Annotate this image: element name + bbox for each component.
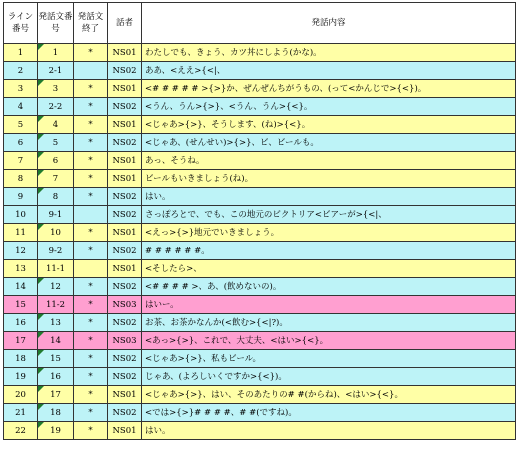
line-number-cell: 3 bbox=[4, 80, 38, 98]
utterance-end-cell: * bbox=[74, 44, 108, 62]
utterance-content-cell: <# # # # # >{>}か、ぜんぜんちがうもの、(って<かんじで>{<})。 bbox=[142, 80, 516, 98]
utterance-number-cell: 2-1 bbox=[38, 62, 74, 80]
line-number-cell: 5 bbox=[4, 116, 38, 134]
utterance-content-cell: じゃあ、(よろしいくですか>{<})。 bbox=[142, 368, 516, 386]
utterance-content-cell: お茶、お茶かなんか(<飲む>{<|?)。 bbox=[142, 314, 516, 332]
utterance-number-cell: 16 bbox=[38, 368, 74, 386]
speaker-cell: NS03 bbox=[108, 332, 142, 350]
table-row bbox=[4, 260, 516, 278]
line-number-cell: 12 bbox=[4, 242, 38, 260]
utterance-content-cell: ビールもいきましょう(ね)。 bbox=[142, 170, 516, 188]
utterance-number-cell: 14 bbox=[38, 332, 74, 350]
table-row bbox=[4, 188, 516, 206]
table-row bbox=[4, 98, 516, 116]
utterance-end-cell: * bbox=[74, 188, 108, 206]
utterance-end-cell bbox=[74, 260, 108, 278]
utterance-end-cell: * bbox=[74, 350, 108, 368]
utterance-content-cell: <あっ>{>}、これで、大丈夫、<はい>{<}。 bbox=[142, 332, 516, 350]
utterance-end-cell: * bbox=[74, 278, 108, 296]
utterance-number-cell: 15 bbox=[38, 350, 74, 368]
utterance-content-cell: はい。 bbox=[142, 188, 516, 206]
utterance-content-cell: <じゃあ、(せんせい)>{>}、ビ、ビールも。 bbox=[142, 134, 516, 152]
table-row bbox=[4, 116, 516, 134]
utterance-end-cell: * bbox=[74, 332, 108, 350]
utterance-number-cell: 10 bbox=[38, 224, 74, 242]
table-row bbox=[4, 242, 516, 260]
line-number-cell: 9 bbox=[4, 188, 38, 206]
utterance-content-cell: あっ、そうね。 bbox=[142, 152, 516, 170]
utterance-number-cell: 11-2 bbox=[38, 296, 74, 314]
utterance-number-cell: 13 bbox=[38, 314, 74, 332]
speaker-cell: NS01 bbox=[108, 260, 142, 278]
utterance-number-cell: 8 bbox=[38, 188, 74, 206]
utterance-end-cell: * bbox=[74, 98, 108, 116]
table-row bbox=[4, 332, 516, 350]
speaker-cell: NS02 bbox=[108, 278, 142, 296]
utterance-content-cell: ああ、<ええ>{<|、 bbox=[142, 62, 516, 80]
utterance-end-cell: * bbox=[74, 116, 108, 134]
line-number-cell: 8 bbox=[4, 170, 38, 188]
speaker-cell: NS01 bbox=[108, 116, 142, 134]
utterance-end-cell bbox=[74, 206, 108, 224]
line-number-cell: 1 bbox=[4, 44, 38, 62]
table-row bbox=[4, 134, 516, 152]
speaker-cell: NS02 bbox=[108, 404, 142, 422]
line-number-cell: 19 bbox=[4, 368, 38, 386]
header-line-number: ライン番号 bbox=[4, 3, 38, 44]
header-utterance-end: 発話文終了 bbox=[74, 3, 108, 44]
table-row bbox=[4, 206, 516, 224]
speaker-cell: NS02 bbox=[108, 206, 142, 224]
utterance-number-cell: 19 bbox=[38, 422, 74, 440]
table-row bbox=[4, 224, 516, 242]
speaker-cell: NS01 bbox=[108, 386, 142, 404]
utterance-end-cell: * bbox=[74, 224, 108, 242]
speaker-cell: NS02 bbox=[108, 314, 142, 332]
utterance-number-cell: 11-1 bbox=[38, 260, 74, 278]
table-row bbox=[4, 152, 516, 170]
header-speaker: 話者 bbox=[108, 3, 142, 44]
table-body bbox=[4, 44, 516, 440]
utterance-end-cell: * bbox=[74, 170, 108, 188]
utterance-number-cell: 12 bbox=[38, 278, 74, 296]
speaker-cell: NS02 bbox=[108, 134, 142, 152]
speaker-cell: NS01 bbox=[108, 152, 142, 170]
table-row bbox=[4, 44, 516, 62]
speaker-cell: NS02 bbox=[108, 350, 142, 368]
utterance-end-cell: * bbox=[74, 314, 108, 332]
line-number-cell: 16 bbox=[4, 314, 38, 332]
utterance-end-cell: * bbox=[74, 242, 108, 260]
utterance-content-cell: <じゃあ>{>}、そうします、(ね)>{<}。 bbox=[142, 116, 516, 134]
table-row bbox=[4, 386, 516, 404]
line-number-cell: 18 bbox=[4, 350, 38, 368]
speaker-cell: NS01 bbox=[108, 44, 142, 62]
utterance-number-cell: 6 bbox=[38, 152, 74, 170]
utterance-content-cell: さっぽろとで、でも、この地元のビクトリア<ビアーが>{<|、 bbox=[142, 206, 516, 224]
table-header bbox=[4, 3, 516, 44]
utterance-number-cell: 4 bbox=[38, 116, 74, 134]
utterance-content-cell: <うん、うん>{>}、<うん、うん>{<}。 bbox=[142, 98, 516, 116]
utterance-end-cell: * bbox=[74, 152, 108, 170]
line-number-cell: 10 bbox=[4, 206, 38, 224]
speaker-cell: NS01 bbox=[108, 422, 142, 440]
utterance-number-cell: 5 bbox=[38, 134, 74, 152]
utterance-end-cell: * bbox=[74, 80, 108, 98]
speaker-cell: NS01 bbox=[108, 224, 142, 242]
utterance-number-cell: 7 bbox=[38, 170, 74, 188]
utterance-number-cell: 18 bbox=[38, 404, 74, 422]
line-number-cell: 17 bbox=[4, 332, 38, 350]
utterance-number-cell: 1 bbox=[38, 44, 74, 62]
table-row bbox=[4, 62, 516, 80]
speaker-cell: NS02 bbox=[108, 188, 142, 206]
table-row bbox=[4, 314, 516, 332]
utterance-content-cell: <えっ>{>}地元でいきましょう。 bbox=[142, 224, 516, 242]
line-number-cell: 21 bbox=[4, 404, 38, 422]
line-number-cell: 6 bbox=[4, 134, 38, 152]
utterance-end-cell: * bbox=[74, 404, 108, 422]
line-number-cell: 22 bbox=[4, 422, 38, 440]
utterance-end-cell: * bbox=[74, 386, 108, 404]
utterance-end-cell bbox=[74, 62, 108, 80]
speaker-cell: NS02 bbox=[108, 242, 142, 260]
header-utterance-number: 発話文番号 bbox=[38, 3, 74, 44]
utterance-number-cell: 17 bbox=[38, 386, 74, 404]
utterance-number-cell: 2-2 bbox=[38, 98, 74, 116]
speaker-cell: NS01 bbox=[108, 80, 142, 98]
table-row bbox=[4, 278, 516, 296]
transcript-table bbox=[3, 2, 516, 440]
utterance-content-cell: <そしたら>、 bbox=[142, 260, 516, 278]
utterance-content-cell: はい。 bbox=[142, 422, 516, 440]
line-number-cell: 7 bbox=[4, 152, 38, 170]
table-row bbox=[4, 350, 516, 368]
utterance-content-cell: # # # # # #。 bbox=[142, 242, 516, 260]
line-number-cell: 13 bbox=[4, 260, 38, 278]
speaker-cell: NS02 bbox=[108, 368, 142, 386]
utterance-number-cell: 9-1 bbox=[38, 206, 74, 224]
utterance-end-cell: * bbox=[74, 134, 108, 152]
line-number-cell: 11 bbox=[4, 224, 38, 242]
table-row bbox=[4, 80, 516, 98]
line-number-cell: 4 bbox=[4, 98, 38, 116]
utterance-end-cell: * bbox=[74, 422, 108, 440]
line-number-cell: 2 bbox=[4, 62, 38, 80]
utterance-content-cell: <では>{>}# # # #、# #(ですね)。 bbox=[142, 404, 516, 422]
table-row bbox=[4, 404, 516, 422]
utterance-content-cell: わたしでも、きょう、カツ丼にしよう(かな)。 bbox=[142, 44, 516, 62]
utterance-end-cell: * bbox=[74, 368, 108, 386]
header-row bbox=[4, 3, 516, 44]
table-row bbox=[4, 422, 516, 440]
utterance-content-cell: <じゃあ>{>}、はい、そのあたりの# #(からね)、<はい>{<}。 bbox=[142, 386, 516, 404]
utterance-end-cell: * bbox=[74, 296, 108, 314]
header-utterance-content: 発話内容 bbox=[142, 3, 516, 44]
utterance-content-cell: はいー。 bbox=[142, 296, 516, 314]
table-row bbox=[4, 170, 516, 188]
speaker-cell: NS02 bbox=[108, 98, 142, 116]
utterance-content-cell: <# # # # >、あ、(飲めないの)。 bbox=[142, 278, 516, 296]
table-row bbox=[4, 368, 516, 386]
line-number-cell: 15 bbox=[4, 296, 38, 314]
utterance-number-cell: 3 bbox=[38, 80, 74, 98]
line-number-cell: 20 bbox=[4, 386, 38, 404]
speaker-cell: NS03 bbox=[108, 296, 142, 314]
speaker-cell: NS01 bbox=[108, 170, 142, 188]
utterance-content-cell: <じゃあ>{>}、私もビール。 bbox=[142, 350, 516, 368]
line-number-cell: 14 bbox=[4, 278, 38, 296]
speaker-cell: NS02 bbox=[108, 62, 142, 80]
utterance-number-cell: 9-2 bbox=[38, 242, 74, 260]
table-row bbox=[4, 296, 516, 314]
